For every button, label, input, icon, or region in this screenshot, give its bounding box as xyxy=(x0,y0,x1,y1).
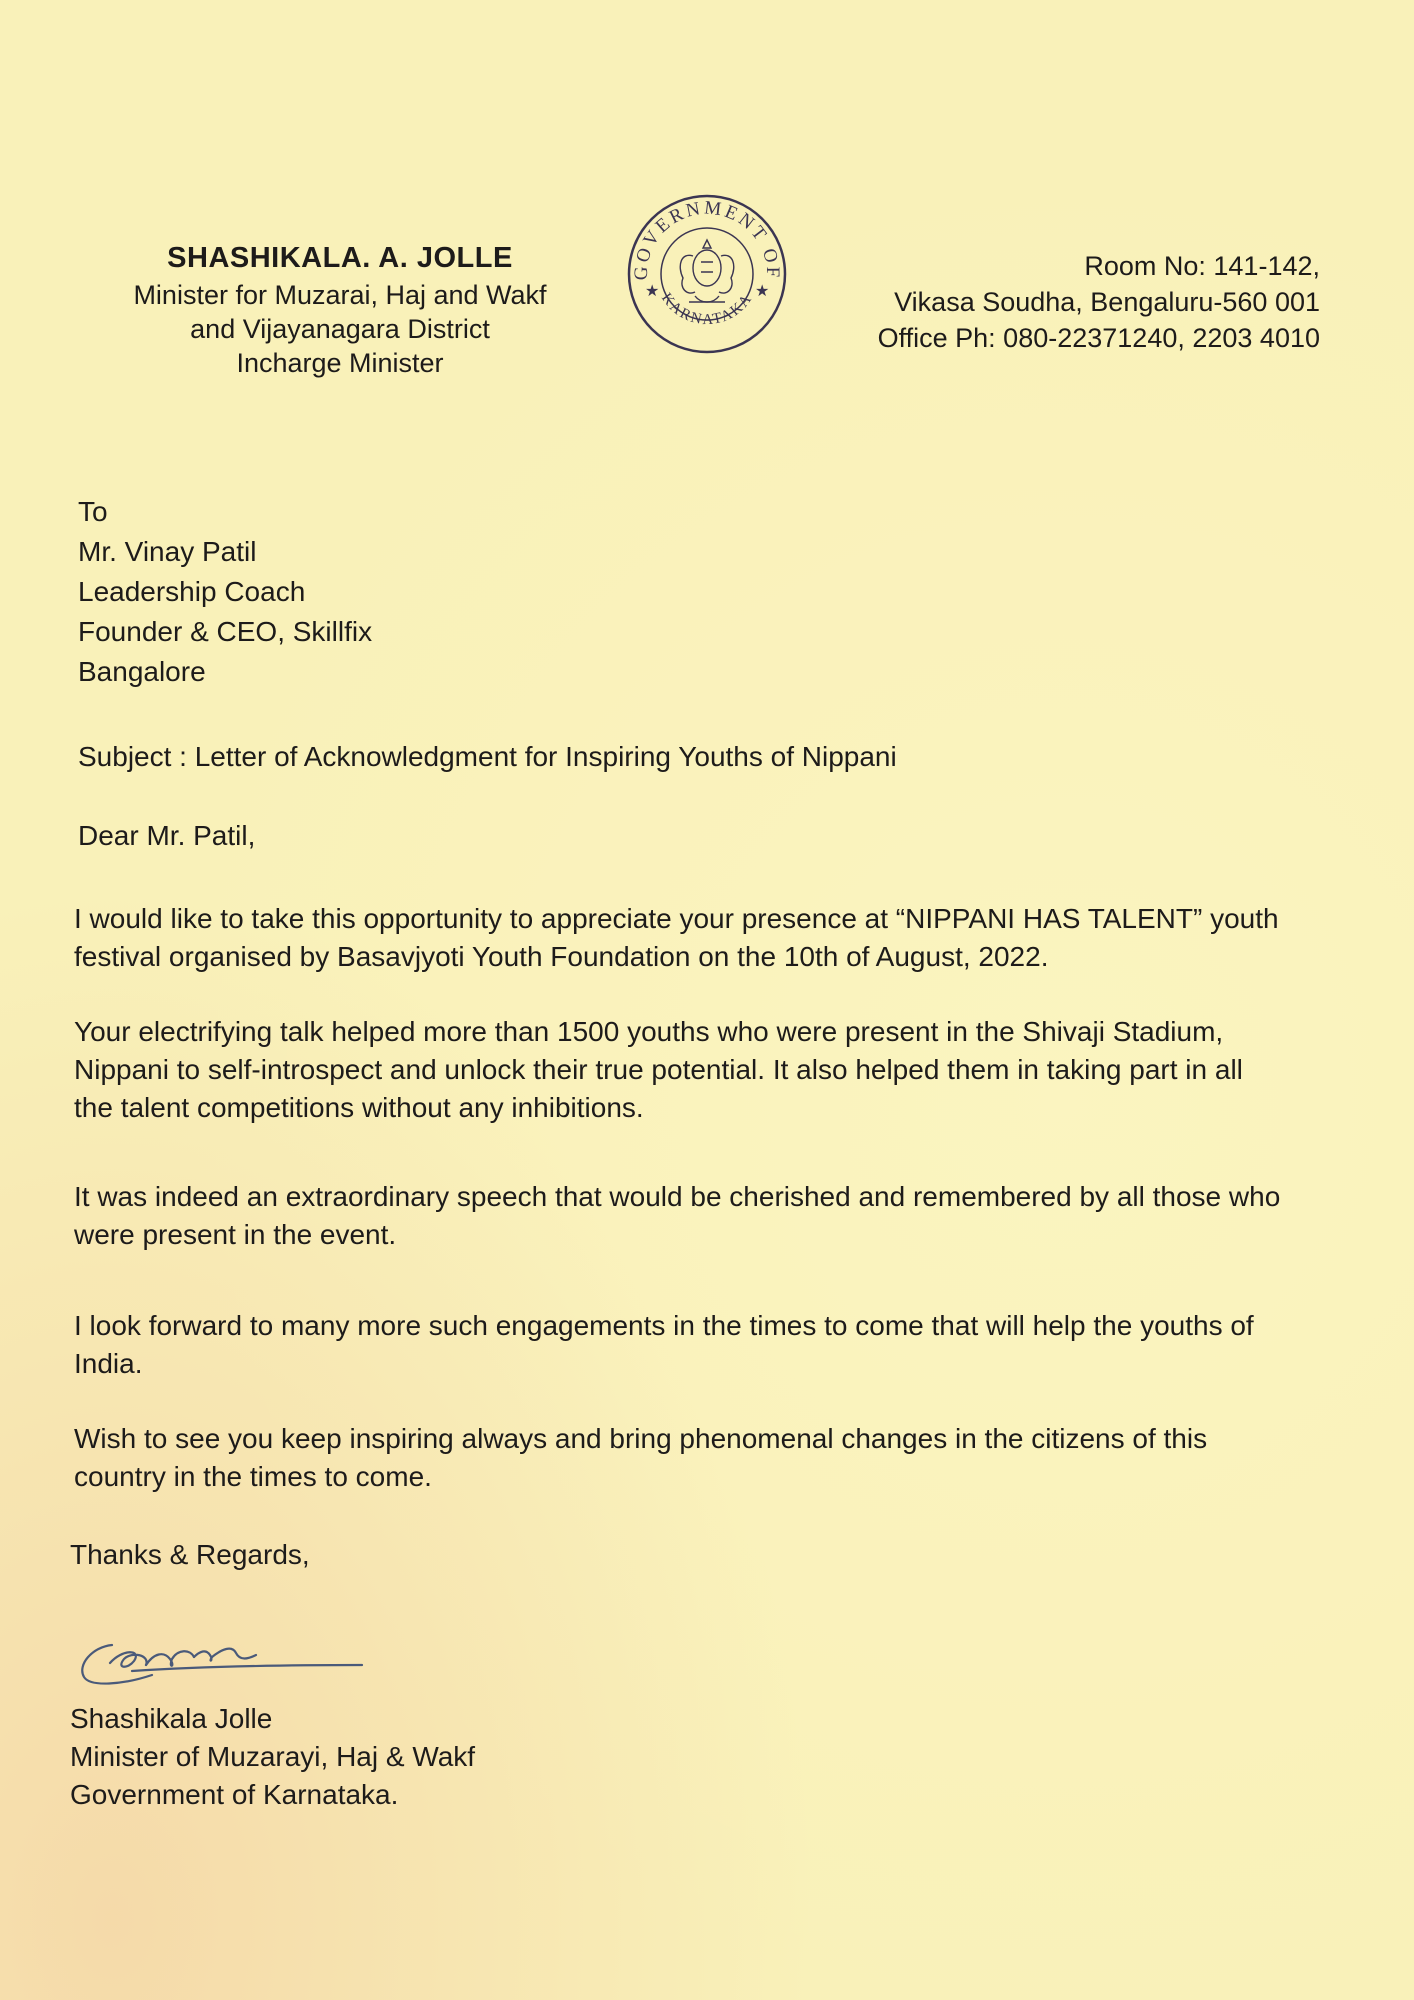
handwritten-signature xyxy=(72,1615,372,1695)
signer-line: Government of Karnataka. xyxy=(70,1779,399,1810)
recipient-line: Founder & CEO, Skillfix xyxy=(78,616,373,647)
body-line: festival organised by Basavjyoti Youth Foundation on the 10th of August, 2022. xyxy=(74,941,1049,972)
closing-line: Thanks & Regards, xyxy=(70,1539,310,1570)
body-line: Nippani to self-introspect and unlock their true potential. It also helped them in taking part in all xyxy=(74,1054,1243,1085)
body-line: I would like to take this opportunity to appreciate your presence at “NIPPANI HAS TALENT” youth xyxy=(74,903,1279,934)
body-line: were present in the event. xyxy=(74,1219,397,1250)
body-paragraph-5 xyxy=(74,1420,1374,1496)
signer-line: Shashikala Jolle xyxy=(70,1703,273,1734)
role-line: Minister for Muzarai, Haj and Wakf xyxy=(133,280,547,310)
body-line: Wish to see you keep inspiring always and bring phenomenal changes in the citizens of this xyxy=(74,1423,1208,1454)
recipient-line: Mr. Vinay Patil xyxy=(78,536,257,567)
role-line: and Vijayanagara District xyxy=(190,314,490,344)
recipient-line: Leadership Coach xyxy=(78,576,306,607)
body-line: I look forward to many more such engagements in the times to come that will help the youths of xyxy=(74,1310,1254,1341)
government-seal-icon xyxy=(625,192,790,357)
body-line: India. xyxy=(74,1348,143,1379)
recipient-block xyxy=(78,492,372,692)
svg-text:★: ★ xyxy=(645,283,660,300)
body-paragraph-4 xyxy=(74,1307,1374,1383)
recipient-line: Bangalore xyxy=(78,656,206,687)
letterhead-address xyxy=(780,248,1320,356)
address-line: Vikasa Soudha, Bengaluru-560 001 xyxy=(894,287,1320,317)
svg-text:KARNATAKA xyxy=(658,290,756,328)
seal-bottom-text: KARNATAKA xyxy=(658,290,756,329)
body-paragraph-2 xyxy=(74,1013,1374,1127)
body-line: country in the times to come. xyxy=(74,1461,432,1492)
body-paragraph-1 xyxy=(74,900,1374,976)
role-line: Incharge Minister xyxy=(236,348,444,378)
seal-top-text: GOVERNMENT OF xyxy=(630,197,784,281)
signer-block xyxy=(70,1700,475,1814)
address-line: Room No: 141-142, xyxy=(1084,251,1320,281)
letterhead-left xyxy=(60,238,620,380)
minister-name: SHASHIKALA. A. JOLLE xyxy=(167,242,513,274)
subject-line: Subject : Letter of Acknowledgment for Inspiring Youths of Nippani xyxy=(78,741,897,772)
body-paragraph-3 xyxy=(74,1178,1374,1254)
body-line: It was indeed an extraordinary speech that would be cherished and remembered by all those who xyxy=(74,1181,1281,1212)
body-line: Your electrifying talk helped more than 1500 youths who were present in the Shivaji Stadium, xyxy=(74,1016,1224,1047)
body-line: the talent competitions without any inhibitions. xyxy=(74,1092,644,1123)
svg-text:★: ★ xyxy=(755,283,770,300)
recipient-line: To xyxy=(78,496,108,527)
signer-line: Minister of Muzarayi, Haj & Wakf xyxy=(70,1741,476,1772)
address-line: Office Ph: 080-22371240, 2203 4010 xyxy=(877,323,1320,353)
salutation: Dear Mr. Patil, xyxy=(78,820,256,851)
